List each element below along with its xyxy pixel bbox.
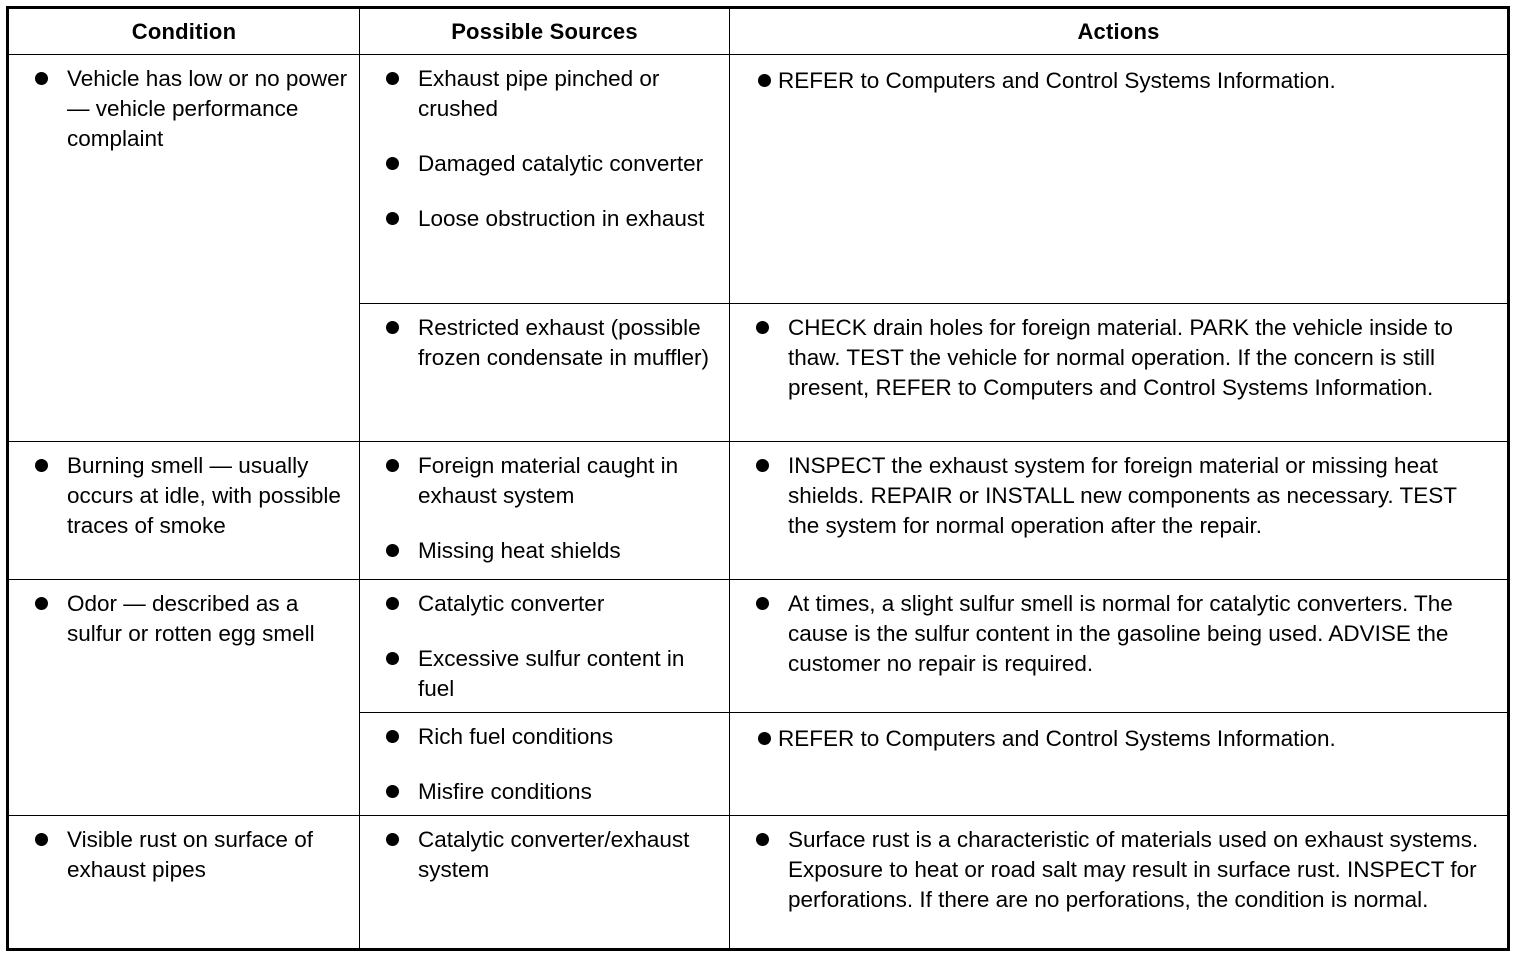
action-text: REFER to Computers and Control Systems Information. <box>778 68 1336 93</box>
condition-cell <box>8 55 360 442</box>
header-actions: Actions <box>730 8 1509 55</box>
bullet-icon <box>386 459 399 472</box>
bullet-item <box>730 589 1507 679</box>
bullet-item <box>360 64 729 124</box>
bullet-icon <box>35 72 48 85</box>
bullet-item <box>360 825 729 885</box>
bullet-item <box>9 451 359 541</box>
table-row <box>8 816 1509 950</box>
actions-cell <box>730 580 1509 713</box>
bullet-item <box>730 724 1507 754</box>
condition-text: Odor — described as a sulfur or rotten egg smell <box>67 591 315 646</box>
bullet-icon <box>386 833 399 846</box>
source-text: Excessive sulfur content in fuel <box>418 646 685 701</box>
bullet-item <box>360 451 729 511</box>
action-text: Surface rust is a characteristic of materials used on exhaust systems. Exposure to heat or road salt may result in surface rust. INSPECT for perforations. If there are no perforations, the condition is normal. <box>788 827 1479 912</box>
bullet-icon <box>386 212 399 225</box>
bullet-item <box>730 66 1507 96</box>
action-text: At times, a slight sulfur smell is normal for catalytic converters. The cause is the sulfur content in the gasoline being used. ADVISE the customer no repair is required. <box>788 591 1453 676</box>
source-text: Catalytic converter/exhaust system <box>418 827 690 882</box>
bullet-item <box>730 825 1507 915</box>
bullet-icon <box>758 74 771 87</box>
bullet-icon <box>386 652 399 665</box>
condition-text: Burning smell — usually occurs at idle, with possible traces of smoke <box>67 453 341 538</box>
header-row <box>8 8 1509 55</box>
source-text: Misfire conditions <box>418 779 592 804</box>
sources-cell <box>360 442 730 580</box>
bullet-item <box>360 722 729 752</box>
bullet-icon <box>386 597 399 610</box>
bullet-icon <box>386 785 399 798</box>
bullet-item <box>360 536 729 566</box>
source-text: Rich fuel conditions <box>418 724 614 749</box>
bullet-item <box>360 589 729 619</box>
actions-cell <box>730 442 1509 580</box>
actions-cell <box>730 816 1509 950</box>
bullet-icon <box>386 730 399 743</box>
bullet-icon <box>756 459 769 472</box>
actions-cell <box>730 55 1509 304</box>
bullet-icon <box>35 459 48 472</box>
diagnostic-table <box>6 6 1510 951</box>
source-text: Exhaust pipe pinched or crushed <box>418 66 660 121</box>
bullet-icon <box>756 833 769 846</box>
bullet-icon <box>758 732 771 745</box>
bullet-item <box>9 589 359 649</box>
bullet-icon <box>35 597 48 610</box>
action-text: CHECK drain holes for foreign material. PARK the vehicle inside to thaw. TEST the vehicle for normal operation. If the concern is still present, REFER to Computers and Control Systems Information. <box>788 315 1453 400</box>
bullet-item <box>9 64 359 154</box>
condition-text: Visible rust on surface of exhaust pipes <box>67 827 313 882</box>
condition-cell <box>8 580 360 816</box>
bullet-item <box>360 313 729 373</box>
sources-cell <box>360 580 730 713</box>
bullet-item <box>360 204 729 234</box>
bullet-icon <box>386 157 399 170</box>
bullet-item <box>360 777 729 807</box>
sources-cell <box>360 55 730 304</box>
table-row <box>8 55 1509 304</box>
table-row <box>8 580 1509 713</box>
bullet-item <box>9 825 359 885</box>
source-text: Catalytic converter <box>418 591 605 616</box>
source-text: Foreign material caught in exhaust system <box>418 453 679 508</box>
bullet-item <box>360 644 729 704</box>
bullet-item <box>730 313 1507 403</box>
header-possible-sources: Possible Sources <box>360 8 730 55</box>
table-row <box>8 442 1509 580</box>
action-text: REFER to Computers and Control Systems Information. <box>778 726 1336 751</box>
bullet-icon <box>386 544 399 557</box>
actions-cell <box>730 713 1509 816</box>
bullet-item <box>360 149 729 179</box>
sources-cell <box>360 713 730 816</box>
source-text: Missing heat shields <box>418 538 621 563</box>
bullet-icon <box>756 597 769 610</box>
condition-text: Vehicle has low or no power — vehicle performance complaint <box>67 66 348 151</box>
condition-cell <box>8 442 360 580</box>
bullet-icon <box>386 72 399 85</box>
header-condition: Condition <box>8 8 360 55</box>
sources-cell <box>360 304 730 442</box>
bullet-item <box>730 451 1507 541</box>
source-text: Damaged catalytic converter <box>418 151 704 176</box>
source-text: Restricted exhaust (possible frozen condensate in muffler) <box>418 315 709 370</box>
bullet-icon <box>35 833 48 846</box>
action-text: INSPECT the exhaust system for foreign material or missing heat shields. REPAIR or INSTALL new components as necessary. TEST the system for normal operation after the repair. <box>788 453 1457 538</box>
source-text: Loose obstruction in exhaust <box>418 206 705 231</box>
condition-cell <box>8 816 360 950</box>
sources-cell <box>360 816 730 950</box>
bullet-icon <box>756 321 769 334</box>
actions-cell <box>730 304 1509 442</box>
bullet-icon <box>386 321 399 334</box>
